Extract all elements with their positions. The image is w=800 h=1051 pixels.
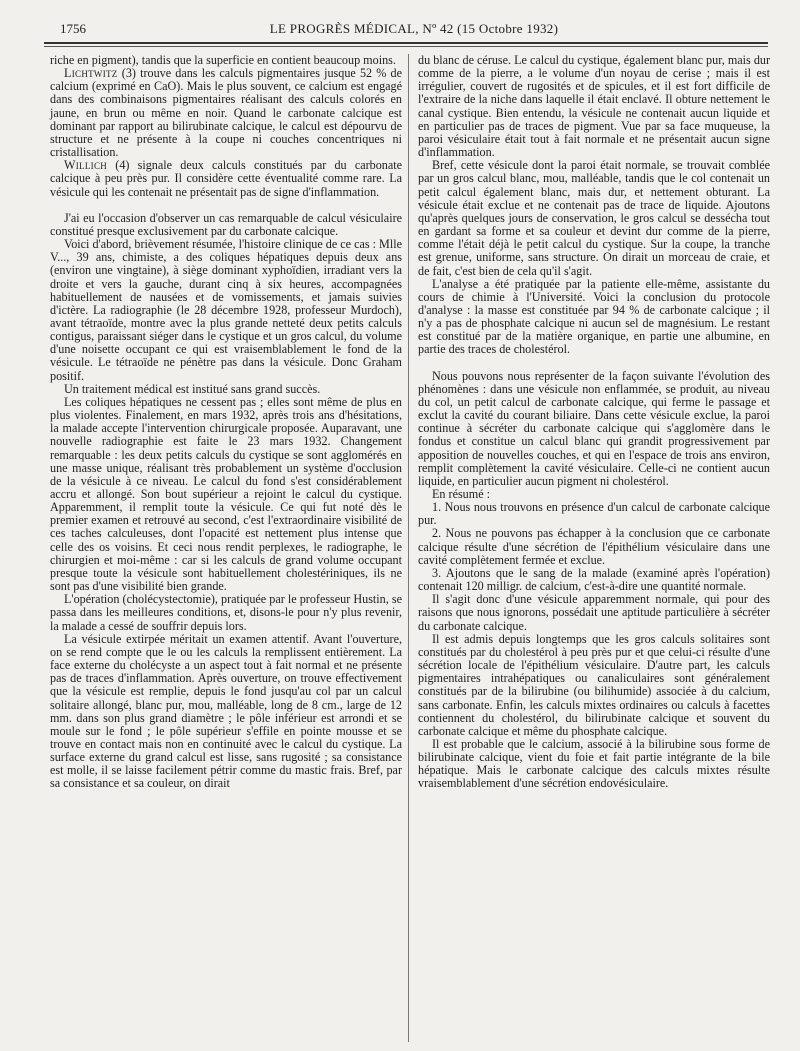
- paragraph: Nous pouvons nous représenter de la façon suivante l'évolution des phénomènes : dans une vésicule non enflammée, se produit, au niveau du col, un petit calcul de carbonate calcique, qui ferme le passage et exclut la cavité du courant biliaire. Dans cette vésicule exclue, la paroi continue à sécréter du carbonate calcique qui s'agglomère dans le fondus et constitue un calcul blanc qui grandit progressivement par apposition de nouvelles couches, et qui en l'espace de trois ans environ, remplit complètement la cavité vésiculaire. Celle-ci ne contient aucun liquide, en particulier aucun pigment ni cholestérol.: [418, 368, 770, 488]
- column-divider: [408, 54, 409, 1042]
- left-column: [50, 54, 402, 791]
- paragraph: Il est admis depuis longtemps que les gros calculs solitaires sont constitués par du cholestérol à peu près pur et que celui-ci résulte d'une sécrétion locale de l'épithélium vésiculaire. D'autre part, les calculs pigmentaires intrahépatiques ou canaliculaires sont généralement constitués par de la bilirubine (ou bilihumide) associée à du calcium, sans carbonate. Enfin, les calculs mixtes ordinaires ou calculs à facettes contiennent du cholestérol, du bilirubinate calcique et souvent du carbonate calcique et même du phosphate calcique.: [418, 631, 770, 738]
- author-name: Lichtwitz: [64, 66, 118, 81]
- paragraph: J'ai eu l'occasion d'observer un cas remarquable de calcul vésiculaire constitué presque exclusivement par du carbonate calcique.: [50, 210, 402, 238]
- paragraph: Il s'agit donc d'une vésicule apparemment normale, qui pour des raisons que nous ignorons, possédait une aptitude particulière à sécréter du carbonate calcique.: [418, 592, 770, 633]
- list-item: 2. Nous ne pouvons pas échapper à la conclusion que ce carbonate calcique résulte d'une sécrétion de l'épithélium vésiculaire dans une cavité complètement fermée et exclue.: [418, 526, 770, 567]
- paragraph: Un traitement médical est institué sans grand succès.: [64, 381, 321, 396]
- paragraph-text: (3) trouve dans les calculs pigmentaires jusque 52 % de calcium (exprimé en CaO). Mais le plus souvent, ce calcium est engagé dans des combinaisons pigmentaires réalisant des calculs colorés en jaune, en brun ou même en noir. Quand le carbonate calcique est dominant par rapport au bilirubinate calcique, le calcul est dépourvu de structure et ne présente à la coupe ni couches concentriques ni cristallisation.: [50, 66, 402, 160]
- page-number: 1756: [60, 21, 86, 36]
- paragraph: En résumé :: [432, 487, 490, 501]
- paragraph: L'opération (cholécystectomie), pratiquée par le professeur Hustin, se passa dans les meilleures conditions, et, disons-le pour n'y plus revenir, la malade a cessé de souffrir depuis lors.: [50, 592, 402, 633]
- paragraph: Bref, cette vésicule dont la paroi était normale, se trouvait comblée par un gros calcul blanc, mou, malléable, tandis que le col contenait un petit calcul également blanc, mais dur, et nettement obturant. La vésicule était exclue et ne contenait pas de trace de liquide. Ajoutons qu'après quelques jours de conservation, le gros calcul se dessécha tout en gardant sa forme et sa couleur et devint dur comme de la pierre, comme l'était déjà le petit calcul du cystique. Sur la coupe, la tranche est grenue, uniforme, sans structure. On dirait un morceau de craie, et de fait, c'est bien de cela qu'il s'agit.: [418, 158, 770, 278]
- author-name: Willich: [64, 158, 108, 173]
- list-item: 1. Nous nous trouvons en présence d'un calcul de carbonate calcique pur.: [418, 500, 770, 528]
- running-header: [60, 20, 768, 38]
- paragraph-text: (4) signale deux calculs constitués par du carbonate calcique à peu près pur. Il considère cette éventualité comme rare. La vésicule qui les contenait ne présentait pas de signe d'inflammation.: [50, 158, 402, 199]
- list-item: 3. Ajoutons que le sang de la malade (examiné après l'opération) contenait 120 milligr. de calcium, c'est-à-dire une quantité normale.: [418, 565, 770, 594]
- header-rule: [44, 42, 768, 44]
- paragraph: L'analyse a été pratiquée par la patiente elle-même, assistante du cours de chimie à l'Université. Voici la conclusion du protocole d'analyse : la masse est constituée par 94 % de carbonate calcique ; il n'y a pas de phosphate calcique ni aucun sel de magnésium. Le restant est constitué par de la matière organique, en partie une albumine, en partie des traces de cholestérol.: [418, 276, 770, 357]
- paragraph: Voici d'abord, brièvement résumée, l'histoire clinique de ce cas : Mlle V..., 39 ans, chimiste, a des coliques hépatiques depuis deux ans (environ une vingtaine), à siège dominant xyphoïdien, irradiant vers la droite et vers la gauche, durant cinq à six heures, accompagnées habituellement de nausées et de vomissements, et jamais suivies d'ictère. La radiographie (le 28 décembre 1928, professeur Murdoch), avant tétraoïde, montre avec la plus grande netteté deux petits calculs contigus, paraissant siéger dans le cystique et un gros calcul, du volume d'une noisette occupant ce qui est vraisemblablement le fond de la vésicule. Le tétraoïde ne pénètre pas dans la vésicule. Donc Graham positif.: [50, 237, 402, 383]
- right-column: [418, 54, 770, 791]
- paragraph: La vésicule extirpée méritait un examen attentif. Avant l'ouverture, on se rend compte que le ou les calculs la remplissent entièrement. La face externe du cholécyste a un aspect tout à fait normal et ne présente pas de traces d'inflammation. Après ouverture, on trouve effectivement que la vésicule est remplie, depuis le fond jusqu'au col par un calcul solitaire allongé, blanc pur, mou, malléable, long de 8 cm., large de 12 mm. dans son plus grand diamètre ; le pôle inférieur est arrondi et se moule sur le fond ; le pôle supérieur s'effile en pointe mousse et se trouve en contact mais non en continuité avec le calcul du cystique. La surface externe du grand calcul est lisse, sans rugosité ; sa consistance est molle, il se laisse facilement pétrir comme du mastic frais. Bref, par sa consistance et sa couleur, on dirait: [50, 631, 402, 791]
- paragraph: Les coliques hépatiques ne cessent pas ; elles sont même de plus en plus violentes. Finalement, en mars 1932, après trois ans d'hésitations, la malade accepte l'intervention chirurgicale proposée. Auparavant, une nouvelle radiographie est faite le 23 mars 1932. Changement remarquable : les deux petits calculs du cystique se sont agglomérés en une masse unique, réalisant très probablement un système d'occlusion de la vésicule à ce niveau. Le calcul du fond s'est considérablement accru et allongé. Son bout supérieur a rejoint le calcul du cystique. Apparemment, il remplit toute la vésicule. Ce qui fut noté dès le premier examen et retrouvé au second, c'est l'extraordinaire visibilité de ces taches calculeuses, dont l'opacité est nettement plus intense que celle des os voisins. Et ceci nous rendit perplexes, le radiographe, le chirurgien et moi-même : car si les calculs de grand volume occupant presque toute la vésicule sont habituellement cholestériniques, ils ne sont pas d'une visibilité bien grande.: [50, 394, 402, 594]
- paragraph: [50, 67, 402, 159]
- paragraph: Il est probable que le calcium, associé à la bilirubine sous forme de bilirubinate calcique, vient du foie et fait partie intégrante de la bile hépatique. Mais le carbonate calcique des calculs mixtes résulte vraisemblablement d'une sécrétion endovésiculaire.: [418, 736, 770, 791]
- journal-title: LE PROGRÈS MÉDICAL, Nº 42 (15 Octobre 1932): [269, 21, 559, 36]
- paragraph: [50, 159, 402, 198]
- paragraph: du blanc de céruse. Le calcul du cystique, également blanc pur, mais dur comme de la pierre, a le volume d'un noyau de cerise ; mais il est irrégulier, couvert de rugosités et de spicules, et il est fort difficile de l'extraire de la niche dans laquelle il était enclavé. Il obture nettement le canal cystique. Bien entendu, la vésicule ne contenait aucun liquide et en particulier pas de traces de pigment. Vue par sa face muqueuse, la paroi vésiculaire était tout à fait normale et ne présentait aucun signe d'inflammation.: [418, 53, 770, 160]
- paragraph: riche en pigment), tandis que la superficie en contient beaucoup moins.: [50, 53, 396, 67]
- header-rule-thin: [44, 46, 768, 47]
